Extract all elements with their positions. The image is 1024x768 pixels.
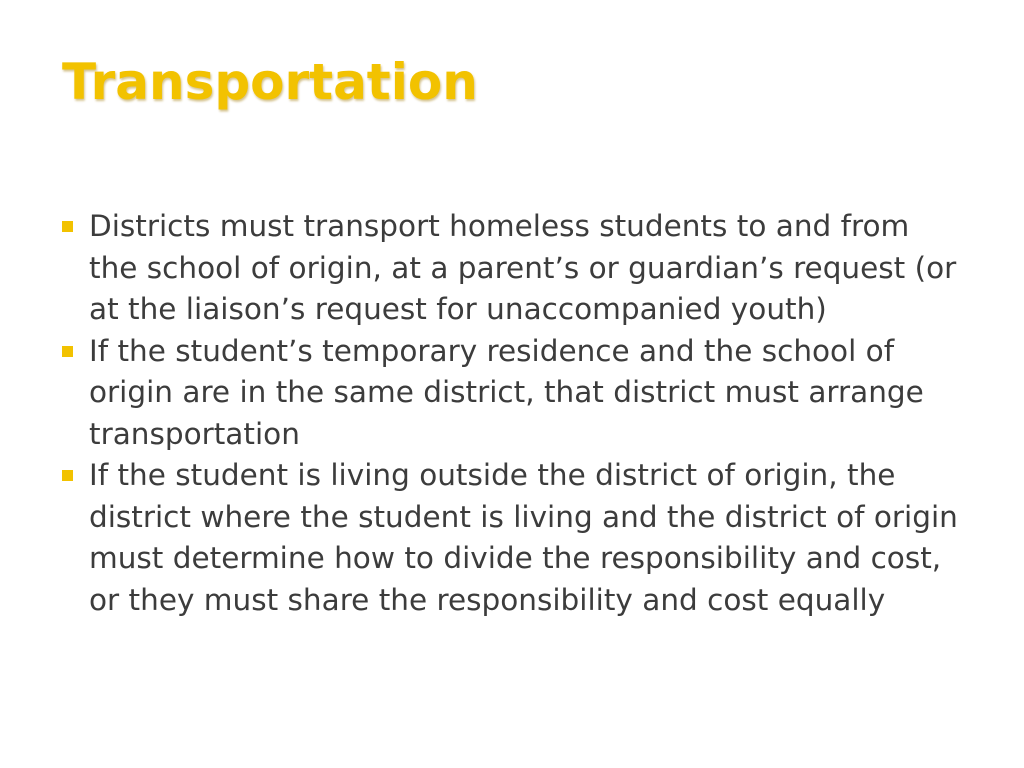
bullet-list bbox=[60, 206, 960, 621]
square-bullet-icon bbox=[62, 470, 73, 481]
bullet-item-2 bbox=[60, 331, 960, 456]
bullet-text-1: Districts must transport homeless students to and from the school of origin, at a parent’s or guardian’s request (or at the liaison’s request for unaccompanied youth) bbox=[89, 209, 957, 326]
slide-title: Transportation bbox=[62, 53, 478, 111]
square-bullet-icon bbox=[62, 346, 73, 357]
bullet-item-3 bbox=[60, 455, 960, 621]
square-bullet-icon bbox=[62, 221, 73, 232]
bullet-item-1 bbox=[60, 206, 960, 331]
bullet-text-3: If the student is living outside the district of origin, the district where the student is living and the district of origin must determine how to divide the responsibility and cost, or they must share the responsibility and cost equally bbox=[89, 458, 958, 617]
bullet-text-2: If the student’s temporary residence and the school of origin are in the same district, that district must arrange transportation bbox=[89, 333, 924, 451]
